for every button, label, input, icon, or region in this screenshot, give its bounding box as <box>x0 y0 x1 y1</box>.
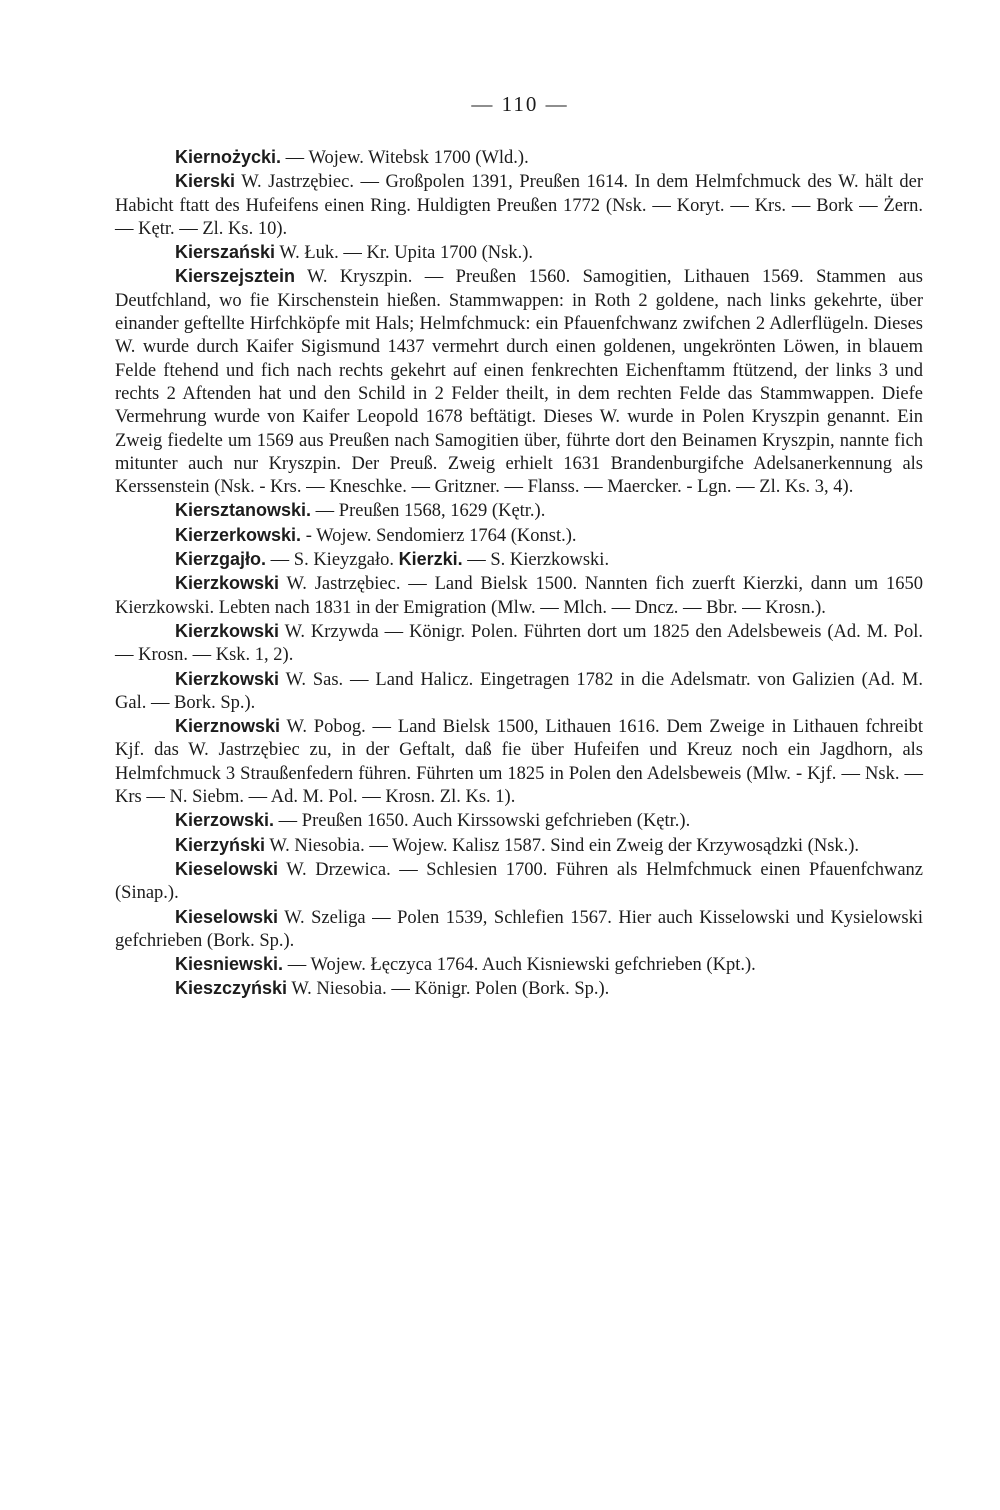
entry-text: — Wojew. Łęczyca 1764. Auch Kisniewski gefchrieben (Kpt.). <box>283 955 756 976</box>
entry-kierzkowski-sas <box>115 668 923 716</box>
entry-name: Kierznowski <box>175 716 281 737</box>
entry-text: W. Jastrzębiec. — Land Bielsk 1500. Nannten fich zuerft Kierzki, dann um 1650 Kierzkowski. Lebten nach 1831 in der Emigration (Mlw. — Mlch. — Dncz. — Bbr. — Krosn.). <box>115 574 923 618</box>
entry-kiersztanowski <box>115 499 923 523</box>
entry-text: - Wojew. Sendomierz 1764 (Konst.). <box>301 525 577 546</box>
entry-name: Kierzowski. <box>175 810 275 831</box>
entry-kierzowski <box>115 809 923 833</box>
entry-name: Kieselowski <box>175 906 279 927</box>
entry-text: — Preußen 1568, 1629 (Kętr.). <box>311 501 546 522</box>
entry-text: W. Krzywda — Königr. Polen. Führten dort um 1825 den Adelsbeweis (Ad. M. Pol. — Krosn. — Ksk. 1, 2). <box>115 621 923 666</box>
entry-kiesniewski <box>115 953 923 977</box>
entry-name: Kierzkowski <box>175 573 280 594</box>
entry-name: Kierzyński <box>175 834 266 855</box>
entry-kierzerkowski <box>115 524 923 548</box>
entry-kieselowski-drzewica <box>115 858 923 906</box>
entry-text: W. Niesobia. — Wojew. Kalisz 1587. Sind ein Zweig der Krzywosądzki (Nsk.). <box>265 835 860 856</box>
entry-name: Kierzgajło. <box>175 549 267 570</box>
entry-kierszejsztein <box>115 265 923 499</box>
entry-name: Kiersztanowski. <box>175 500 312 521</box>
entry-name: Kieselowski <box>175 858 279 879</box>
entry-text: W. Szeliga — Polen 1539, Schlefien 1567. Hier auch Kisselowski und Kysielowski gefchrieben (Bork. Sp.). <box>115 907 923 951</box>
entry-text-secondary: — S. Kierzkowski. <box>462 550 610 571</box>
entry-kierzgajlo <box>115 548 923 572</box>
entry-name: Kierski <box>175 171 236 192</box>
entry-text: — S. Kieyzgało. <box>266 550 399 571</box>
entry-kiernozycki <box>115 146 923 170</box>
entry-name: Kierszański <box>175 242 276 263</box>
entry-name: Kierszejsztein <box>175 266 296 287</box>
entry-kieszczynski <box>115 977 923 1001</box>
entry-text: W. Drzewica. — Schlesien 1700. Führen als Helmfchmuck einen Pfauenfchwanz (Sinap.). <box>115 859 923 904</box>
entry-text: — Preußen 1650. Auch Kirssowski gefchrieben (Kętr.). <box>274 811 691 832</box>
entry-text: — Wojew. Witebsk 1700 (Wld.). <box>281 148 529 168</box>
entry-name: Kierzkowski <box>175 620 280 641</box>
entry-name: Kiernożycki. <box>175 147 282 167</box>
entry-text: W. Kryszpin. — Preußen 1560. Samogitien, Lithauen 1569. Stammen aus Deutfchland, wo fie Kirschenstein hießen. Stammwappen: in Roth 2 goldene, nach links gekehrte, über einander geftellte Hirfchköpfe mit Hals; Helmfchmuck: ein Pfauenfchwanz zwifchen 2 Adlerflügeln. Dieses W. wurde durch Kaifer Sigismund 1437 vermehrt durch einen goldenen, ungekrönten Löwen, in blauem Felde ftehend und fich nach rechts gekehrt auf einen fenkrechten Eichenftamm ftützend, der links 3 und rechts 2 Aftenden hat und den Schild in 2 Felder theilt, in dem rechten Felde das Stammwappen. Diefe Vermehrung wurde von Kaifer Leopold 1678 beftätigt. Dieses W. wurde in Polen Kryszpin genannt. Ein Zweig fiedelte um 1569 aus Preußen nach Samogitien über, führte dort den Beinamen Kryszpin, nannte fich mitunter auch nur Kryszpin. Der Preuß. Zweig erhielt 1631 Brandenburgifche Adelsanerkennung als Kerssenstein (Nsk. - Krs. — Kneschke. — Gritzner. — Flanss. — Maercker. - Lgn. — Zl. Ks. 3, 4). <box>115 267 923 498</box>
entry-name: Kiesniewski. <box>175 954 284 975</box>
entry-kierski <box>115 170 923 241</box>
entry-name: Kierzkowski <box>175 668 280 689</box>
entry-text: W. Jastrzębiec. — Großpolen 1391, Preußen 1614. In dem Helmfchmuck des W. hält der Habicht ftatt des Hufeifens einen Ring. Huldigten Preußen 1772 (Nsk. — Koryt. — Krs. — Bork — Żern. — Kętr. — Zl. Ks. 10). <box>115 172 923 239</box>
entry-name-secondary: Kierzki. <box>398 549 463 570</box>
entry-kierzkowski-jastrzebiec <box>115 572 923 620</box>
entry-kieselowski-szeliga <box>115 906 923 954</box>
entry-text: W. Łuk. — Kr. Upita 1700 (Nsk.). <box>275 243 534 264</box>
entry-kierznowski <box>115 715 923 809</box>
entry-text: W. Pobog. — Land Bielsk 1500, Lithauen 1616. Dem Zweige in Lithauen fchreibt Kjf. das W. Jastrzębiec zu, in der Geftalt, daß fie über Hufeifen und Kreuz noch ein Jagdhorn, als Helmfchmuck 3 Straußenfedern führen. Führten um 1825 in Polen den Adelsbeweis (Mlw. - Kjf. — Nsk. — Krs — N. Siebm. — Ad. M. Pol. — Krosn. Zl. Ks. 1). <box>115 717 923 808</box>
entry-name: Kierzerkowski. <box>175 524 302 545</box>
entry-text: W. Niesobia. — Königr. Polen (Bork. Sp.). <box>287 979 610 1000</box>
entry-kierzynski <box>115 834 923 858</box>
entry-kierzkowski-krzywda <box>115 620 923 668</box>
page-number: — 110 — <box>471 92 569 116</box>
entry-text: W. Sas. — Land Halicz. Eingetragen 1782 in die Adelsmatr. von Galizien (Ad. M. Gal. — Bork. Sp.). <box>115 669 923 713</box>
entry-kierszanski <box>115 241 923 265</box>
entry-name: Kieszczyński <box>175 978 288 999</box>
entry-list <box>115 146 923 1002</box>
